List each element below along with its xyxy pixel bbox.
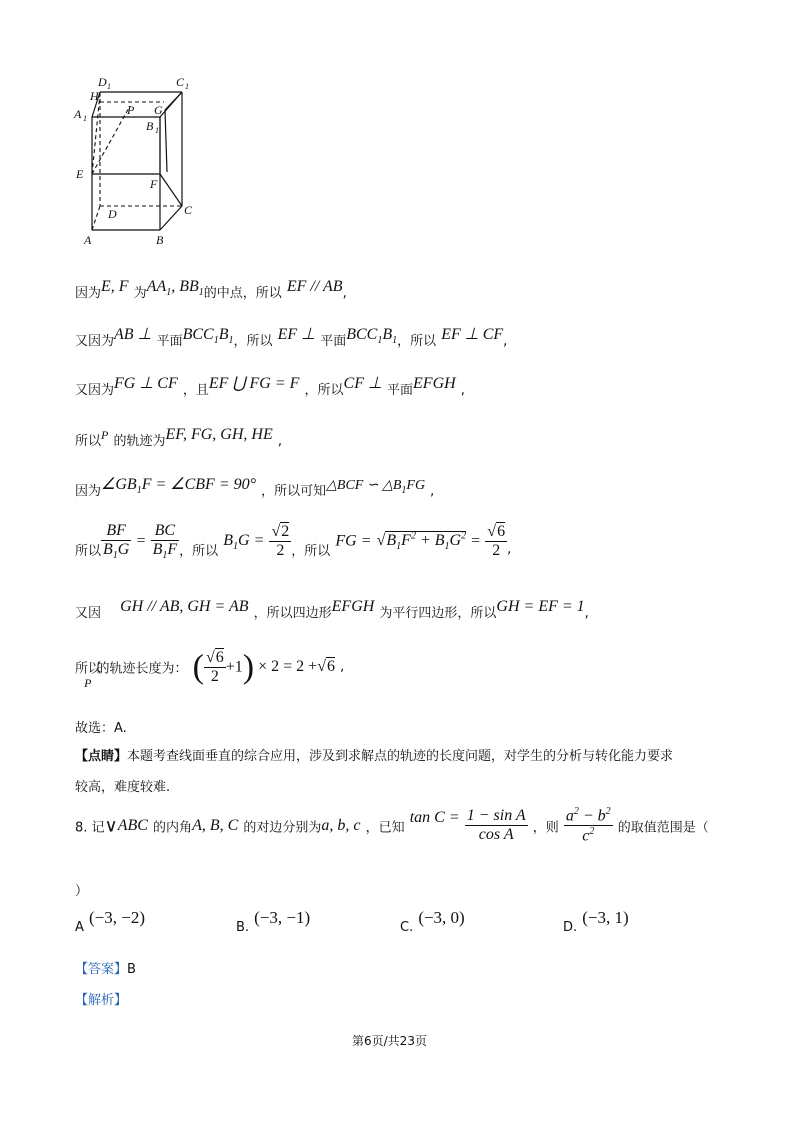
label-A1: A	[74, 107, 82, 121]
solution-line-6	[75, 522, 511, 561]
solution-line-7	[75, 596, 589, 621]
text: ,	[430, 484, 435, 499]
option-letter: C.	[400, 920, 414, 935]
text: ，所以四边形	[253, 606, 332, 621]
option-c[interactable]	[400, 908, 465, 935]
math: $BCC_1B_1$	[182, 326, 234, 347]
math: EFGH	[413, 375, 456, 392]
math: tan C =	[409, 808, 460, 826]
text: ，已知	[365, 820, 405, 836]
math: P	[84, 675, 92, 690]
math: EFGH	[331, 598, 375, 615]
answer-label: 【答案】	[75, 962, 128, 977]
math: $BCC_1B_1$	[346, 326, 398, 347]
solution-line-2	[75, 324, 508, 349]
text: 平面	[387, 383, 414, 398]
answer-choice-text: 故选：A.	[75, 721, 127, 736]
text: ，所以	[304, 383, 344, 398]
label-E: E	[76, 167, 84, 181]
text: 又因	[75, 606, 102, 621]
label-A: A	[84, 233, 92, 247]
answer-value: B	[127, 962, 136, 977]
text: ,	[277, 434, 282, 449]
label-D1-sub: 1	[107, 82, 111, 91]
option-value: (−3, 1)	[582, 908, 629, 927]
label-C1: C	[176, 75, 185, 89]
option-d[interactable]	[563, 908, 629, 935]
solution-line-8	[75, 648, 345, 690]
text: 的轨迹长度为：	[96, 661, 188, 677]
text: 的对边分别为	[243, 820, 322, 836]
text: 为	[133, 286, 147, 301]
label-H: H	[90, 89, 99, 103]
question-8-close: ）	[75, 884, 89, 899]
label-B1-sub: 1	[155, 126, 159, 135]
solution-line-4	[75, 424, 282, 449]
option-a[interactable]	[75, 908, 145, 935]
equals: =	[136, 532, 146, 550]
text: ，且	[182, 383, 209, 398]
text: ,	[340, 659, 345, 675]
label-B: B	[156, 233, 164, 247]
comment-text: 本题考查线面垂直的综合应用，涉及到求解点的轨迹的长度问题，对学生的分析与转化能力要求	[127, 749, 674, 764]
option-letter: D.	[563, 920, 578, 935]
math: $AA_1$, $BB_1$	[146, 278, 204, 299]
label-C1-sub: 1	[185, 82, 189, 91]
solution-line-3	[75, 373, 465, 398]
option-value: (−3, −1)	[254, 908, 311, 927]
label-P: P	[127, 103, 135, 117]
solution-line-1	[75, 276, 347, 301]
label-D1: D	[98, 75, 107, 89]
math: $B_1G$ =	[223, 531, 265, 552]
math: GH = EF = 1	[496, 598, 585, 615]
text: ,	[584, 606, 589, 621]
label-F: F	[150, 177, 158, 191]
text: 又因为	[75, 334, 115, 349]
comment-line-2: 较高，难度较难.	[75, 780, 171, 795]
math: FG =	[335, 532, 372, 550]
math: GH // AB, GH = AB	[120, 598, 249, 615]
text: 因为	[75, 484, 102, 499]
label-A1-sub: 1	[83, 114, 87, 123]
math: A, B, C	[192, 816, 239, 834]
math: EF ⊥ CF	[441, 326, 504, 343]
answer-line	[75, 958, 136, 977]
math: P	[101, 428, 109, 442]
option-value: (−3, 0)	[418, 908, 465, 927]
fraction: $\frac{BC}{B_1F}$	[152, 522, 178, 562]
math: EF // AB	[286, 278, 343, 295]
question-8	[75, 806, 709, 846]
math: △BCF ∽ $\triangle B_1FG$	[326, 478, 426, 496]
text: ，则	[532, 820, 559, 836]
comment-line-1	[75, 745, 673, 764]
text: ，所以可知	[261, 484, 327, 499]
paren-expr: ( $\frac{√6}{2}$ +1)	[192, 648, 255, 685]
comment-label: 【点睛】	[75, 749, 128, 764]
option-value: (−3, −2)	[89, 908, 145, 927]
analysis-label: 【解析】	[75, 993, 128, 1008]
text: 平面	[320, 334, 347, 349]
equals: =	[471, 532, 481, 550]
option-letter: B.	[236, 920, 250, 935]
label-D: D	[108, 207, 117, 221]
text: ,	[503, 334, 508, 349]
text: 的内角	[153, 820, 193, 836]
option-b[interactable]	[236, 908, 311, 935]
math: AB ⊥	[114, 326, 152, 343]
solution-line-5	[75, 474, 435, 499]
math: CF ⊥	[343, 375, 382, 392]
fraction: $\frac{√2}{2}$	[271, 523, 290, 560]
text: ，所以	[179, 544, 219, 560]
page-footer: 第6页/共23页	[352, 1034, 427, 1048]
text: 为平行四边形，所以	[379, 606, 497, 621]
text: 平面	[156, 334, 183, 349]
math: E, F	[101, 278, 129, 295]
text: 的取值范围是（	[617, 820, 709, 836]
fraction: $\frac{a^2 - b^2}{c^2}$	[565, 806, 611, 845]
math: ABC	[117, 816, 148, 834]
math: a, b, c	[321, 816, 361, 834]
text: 所以	[75, 434, 102, 449]
text: 又因为	[75, 383, 115, 398]
text: 因为	[75, 286, 102, 301]
text: ，所以	[233, 334, 273, 349]
text: 的中点，所以	[203, 286, 282, 301]
cube-figure	[70, 72, 210, 252]
text: ,	[460, 383, 465, 398]
question-number: 8. 记	[75, 820, 105, 836]
label-G: G	[154, 103, 163, 117]
fraction: $\frac{√6}{2}$	[487, 523, 506, 560]
fraction: $\frac{\text{1 − sin A}}{\text{cos A}}$	[466, 807, 526, 844]
text: ,	[507, 542, 512, 558]
text: ,	[342, 286, 347, 301]
label-B1: B	[146, 119, 154, 133]
text: ，所以	[397, 334, 437, 349]
text: 所以	[75, 661, 102, 677]
radical: $√B_1F^2 + B_1G^2$	[376, 530, 467, 553]
option-letter: A	[75, 920, 84, 935]
math: $\angle GB_1F$ = ∠CBF = 90°	[101, 476, 257, 497]
math: × 2 = 2 +	[258, 658, 318, 675]
text: 所以	[75, 544, 102, 560]
fraction: $\frac{BF}{B_1G}$	[103, 522, 130, 562]
text: 的轨迹为	[113, 434, 166, 449]
math: EF, FG, GH, HE	[165, 426, 273, 443]
math: EF ⋃ FG = F	[208, 375, 300, 392]
text: ，所以	[291, 544, 331, 560]
math: FG ⊥ CF	[114, 375, 178, 392]
math: EF ⊥	[277, 326, 316, 343]
math: √6	[317, 658, 335, 675]
label-C: C	[184, 203, 193, 217]
triangle-symbol: ∨	[104, 815, 118, 836]
